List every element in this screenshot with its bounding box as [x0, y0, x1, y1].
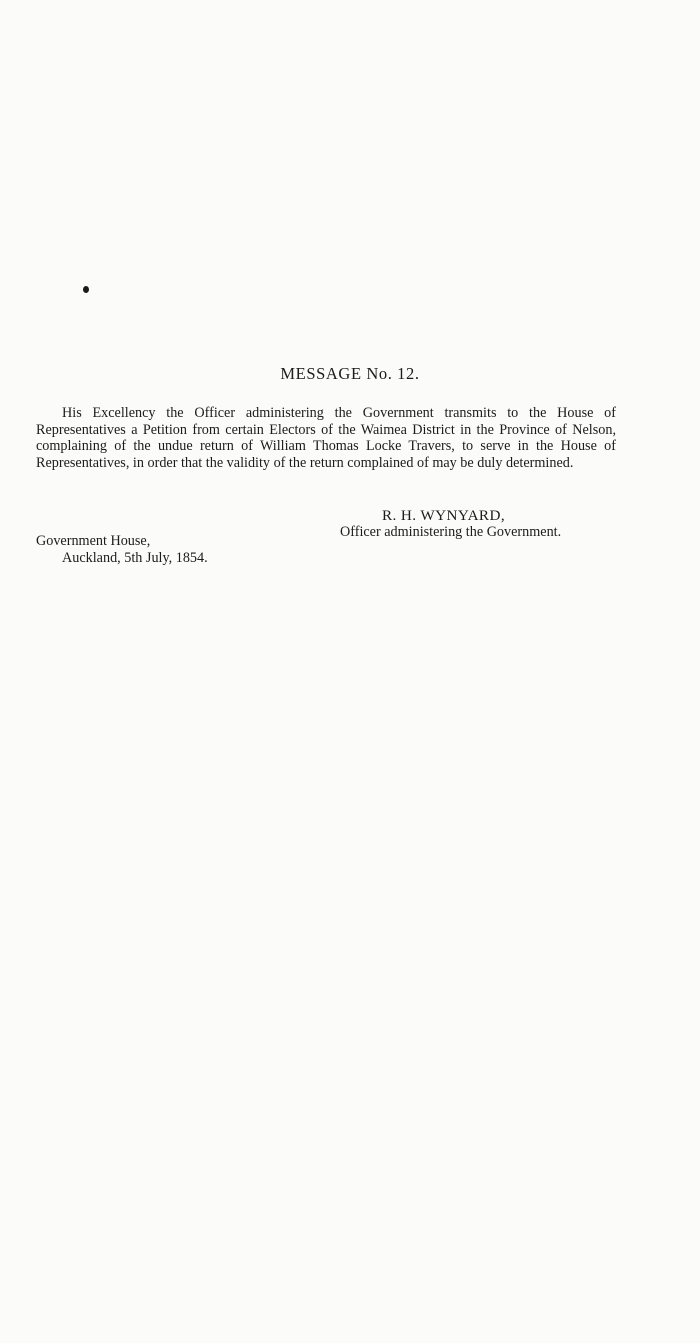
place-name: Government House, [36, 533, 151, 549]
signatory-name: R. H. WYNYARD, [382, 507, 506, 524]
signatory-office: Officer administering the Government. [340, 524, 562, 540]
place-date: Auckland, 5th July, 1854. [62, 550, 208, 566]
signature-block [330, 507, 630, 541]
ink-speck [83, 286, 89, 293]
message-body: His Excellency the Officer administering the Government transmits to the House of Representatives a Petition from certain Electors of the Waimea District in the Province of Nelson, complaining of the undue return of William Thomas Locke Travers, to serve in the House of Representatives, in order that the validity of the return complained of may be duly determined. [36, 405, 616, 471]
message-title: MESSAGE No. 12. [280, 364, 420, 383]
place-date-block [36, 533, 336, 567]
